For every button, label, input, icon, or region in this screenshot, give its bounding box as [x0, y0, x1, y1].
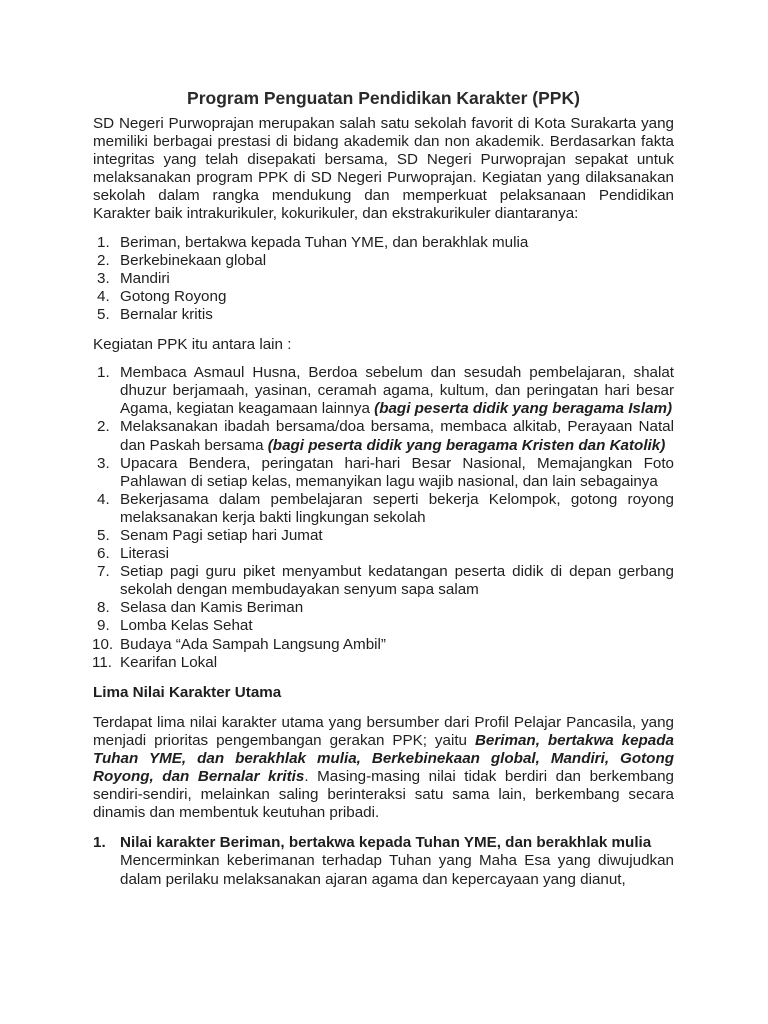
list-item: 7. Setiap pagi guru piket menyambut kedatangan peserta didik di depan gerbang sekolah dengan membudayakan senyum sapa salam — [97, 563, 674, 599]
list-item: 1. Membaca Asmaul Husna, Berdoa sebelum dan sesudah pembelajaran, shalat dhuzur berjamaah, yasinan, ceramah agama, kultum, dan peringatan hari besar Agama, kegiatan keagamaan lainnya (bagi peserta didik yang beragama Islam) — [97, 364, 674, 418]
list-item: 4. Bekerjasama dalam pembelajaran seperti bekerja Kelompok, gotong royong melaksanakan kerja bakti lingkungan sekolah — [97, 490, 674, 526]
list-item: 5. Senam Pagi setiap hari Jumat — [97, 526, 323, 544]
list-item: 11. Kearifan Lokal — [92, 653, 218, 671]
list-item: 4. Gotong Royong — [97, 287, 227, 305]
activities-list — [93, 364, 674, 672]
activities-intro: Kegiatan PPK itu antara lain : — [93, 336, 292, 354]
list-item: 2. Berkebinekaan global — [97, 251, 267, 269]
emphasized-values: Beriman, bertakwa kepada Tuhan YME, dan berakhlak mulia, Berkebinekaan global, Mandiri, Gotong Royong, dan Bernalar kritis — [93, 731, 674, 786]
values-list — [93, 234, 674, 324]
section-heading: Lima Nilai Karakter Utama — [93, 683, 282, 701]
audience-note: (bagi peserta didik yang beragama Kristen dan Katolik) — [267, 436, 666, 454]
detail-list — [93, 834, 674, 888]
list-item: 1. Nilai karakter Beriman, bertakwa kepada Tuhan YME, dan berakhlak mulia Mencerminkan keberimanan terhadap Tuhan yang Maha Esa yang diwujudkan dalam perilaku melaksanakan ajaran agama dan kepercayaan yang dianut, — [93, 834, 674, 888]
section-paragraph: Terdapat lima nilai karakter utama yang bersumber dari Profil Pelajar Pancasila, yang menjadi prioritas pengembangan gerakan PPK; yaitu Beriman, bertakwa kepada Tuhan YME, dan berakhlak mulia, Berkebinekaan global, Mandiri, Gotong Royong, dan Bernalar kritis. Masing-masing nilai tidak berdiri dan berkembang sendiri-sendiri, melainkan saling berinteraksi satu sama lain, berkembang secara dinamis dan membentuk keutuhan pribadi. — [93, 713, 674, 822]
list-item: 10. Budaya “Ada Sampah Langsung Ambil” — [92, 635, 386, 653]
detail-heading: Nilai karakter Beriman, bertakwa kepada Tuhan YME, dan berakhlak mulia — [120, 834, 652, 852]
list-item: 3. Upacara Bendera, peringatan hari-hari Besar Nasional, Memajangkan Foto Pahlawan di setiap kelas, memanyikan lagu wajib nasional, dan lain sebagainya — [97, 454, 674, 490]
detail-text: Mencerminkan keberimanan terhadap Tuhan yang Maha Esa yang diwujudkan dalam perilaku melaksanakan ajaran agama dan kepercayaan yang dianut, — [120, 852, 674, 888]
list-item: 8. Selasa dan Kamis Beriman — [97, 599, 304, 617]
page-title: Program Penguatan Pendidikan Karakter (PPK) — [187, 88, 580, 108]
list-item: 1. Beriman, bertakwa kepada Tuhan YME, dan berakhlak mulia — [97, 233, 529, 251]
list-item: 2. Melaksanakan ibadah bersama/doa bersama, membaca alkitab, Perayaan Natal dan Paskah bersama (bagi peserta didik yang beragama Kristen dan Katolik) — [97, 418, 674, 454]
list-item: 9. Lomba Kelas Sehat — [97, 617, 253, 635]
list-item: 6. Literasi — [97, 545, 169, 563]
audience-note: (bagi peserta didik yang beragama Islam) — [374, 400, 673, 418]
intro-paragraph: SD Negeri Purwoprajan merupakan salah satu sekolah favorit di Kota Surakarta yang memiliki berbagai prestasi di bidang akademik dan non akademik. Berdasarkan fakta integritas yang telah disepakati bersama, SD Negeri Purwoprajan sepakat untuk melaksanakan program PPK di SD Negeri Purwoprajan. Kegiatan yang dilaksanakan sekolah dalam rangka mendukung dan memperkuat pelaksanaan Pendidikan Karakter baik intrakurikuler, kokurikuler, dan ekstrakurikuler diantaranya: — [93, 115, 674, 223]
list-item: 5. Bernalar kritis — [97, 305, 213, 323]
list-item: 3. Mandiri — [97, 269, 170, 287]
document-content — [93, 88, 674, 889]
